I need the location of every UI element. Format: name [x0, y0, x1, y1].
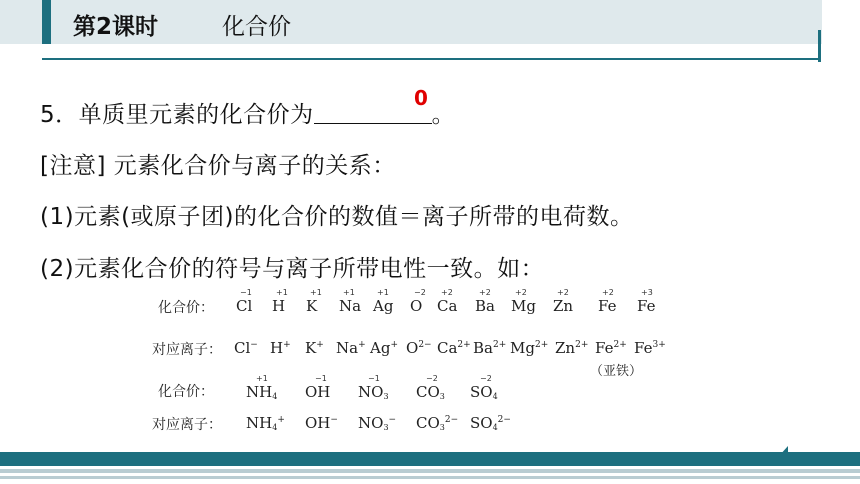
ion-symbol: Cl−: [234, 339, 258, 357]
element-symbol: Cl: [236, 297, 253, 315]
radical-ion: $NO_3^-$: [358, 414, 397, 432]
element-symbol: Ca: [437, 297, 458, 315]
element-symbol: Na: [339, 297, 362, 315]
valence-mark: −1: [240, 288, 252, 297]
valence-mark: +1: [377, 288, 389, 297]
valence-mark: +1: [256, 374, 268, 383]
valence-mark: −1: [368, 374, 380, 383]
valence-mark: +2: [557, 288, 569, 297]
valence-mark: +2: [479, 288, 491, 297]
radical-symbol: $SO_4$: [470, 383, 498, 401]
radical-symbol: $NO_3$: [358, 383, 389, 401]
valence-mark: +1: [343, 288, 355, 297]
ion-label-row2: 对应离子：: [152, 417, 222, 433]
header-accent-bar: [42, 0, 51, 44]
ion-symbol: $Fe^{2+}$: [595, 339, 627, 357]
element-symbol: H: [272, 297, 286, 315]
question-5: [40, 96, 455, 129]
question-5-end: 。: [431, 102, 456, 128]
radical-symbol: $CO_3$: [416, 383, 445, 401]
valence-mark: +1: [276, 288, 288, 297]
element-symbol: Mg: [511, 297, 536, 315]
radical-ion: $CO_3^{2-}$: [416, 414, 459, 432]
valence-mark: −2: [426, 374, 438, 383]
radical-symbol: OH: [305, 383, 331, 401]
point-1: (1)元素(或原子团)的化合价的数值＝离子所带的电荷数。: [40, 204, 634, 230]
element-symbol: Fe: [637, 297, 656, 315]
ion-label-row1: 对应离子：: [152, 342, 222, 358]
element-symbol: Fe: [598, 297, 617, 315]
radical-ion: OH−: [305, 414, 338, 432]
element-symbol: Ag: [373, 297, 394, 315]
ion-symbol: $O^{2-}$: [406, 339, 432, 357]
valence-mark: −2: [414, 288, 426, 297]
element-symbol: K: [306, 297, 318, 315]
element-symbol: O: [410, 297, 423, 315]
question-5-text: 5．单质里元素的化合价为: [40, 102, 314, 128]
valence-mark: +2: [602, 288, 614, 297]
header-bottom-rule: [42, 58, 821, 60]
ion-symbol: $Ca^{2+}$: [437, 339, 471, 357]
footer-stripe-thin: [0, 476, 860, 479]
ion-symbol: Na+: [336, 339, 366, 357]
point-2: (2)元素化合价的符号与离子所带电性一致。如：: [40, 256, 545, 282]
radical-symbol: $NH_4$: [246, 383, 278, 401]
radical-ion: $SO_4^{2-}$: [470, 414, 511, 432]
footer-bar: [0, 452, 860, 466]
lesson-label: 第2课时: [73, 14, 159, 40]
ion-symbol: $Zn^{2+}$: [555, 339, 589, 357]
ferrous-note: （亚铁）: [590, 364, 643, 379]
ion-symbol: $Mg^{2+}$: [510, 339, 549, 357]
topic-title: 化合价: [222, 14, 291, 40]
ion-symbol: Ag+: [370, 339, 398, 357]
valence-mark: −2: [480, 374, 492, 383]
valence-mark: +1: [310, 288, 322, 297]
valence-mark: −1: [315, 374, 327, 383]
note-title: [注意] 元素化合价与离子的关系：: [40, 153, 396, 179]
valence-label-row2: 化合价：: [158, 384, 214, 400]
footer-slant: [770, 446, 788, 466]
element-symbol: Ba: [475, 297, 495, 315]
valence-mark: +2: [441, 288, 453, 297]
valence-mark: +3: [641, 288, 653, 297]
answer-value: 0: [414, 86, 428, 110]
valence-label-row1: 化合价：: [158, 300, 214, 316]
ion-symbol: $Ba^{2+}$: [473, 339, 507, 357]
radical-ion: $NH_4^+$: [246, 414, 285, 432]
ion-symbol: K+: [305, 339, 324, 357]
ion-symbol: H+: [270, 339, 291, 357]
ion-symbol: $Fe^{3+}$: [634, 339, 666, 357]
element-symbol: Zn: [553, 297, 574, 315]
valence-mark: +2: [515, 288, 527, 297]
footer-stripe: [0, 469, 860, 473]
